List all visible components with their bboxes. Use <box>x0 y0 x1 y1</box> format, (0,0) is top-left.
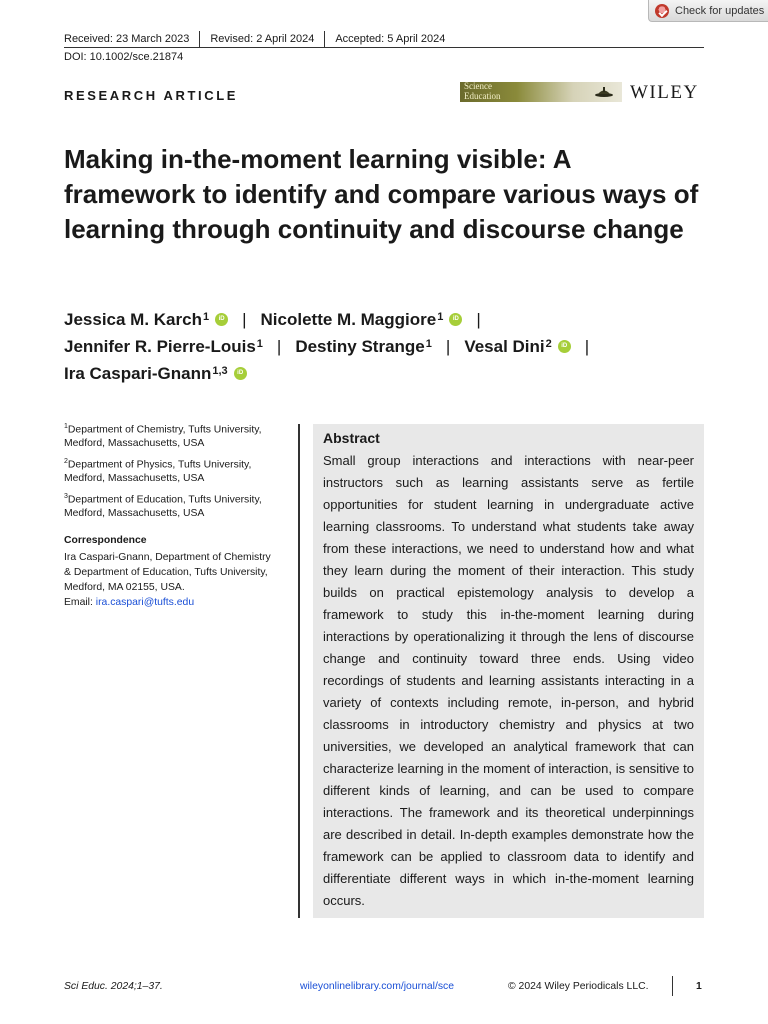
received-date: Received: 23 March 2023 <box>64 33 190 45</box>
author-name[interactable]: Jennifer R. Pierre-Louis <box>64 337 256 356</box>
author-name[interactable]: Destiny Strange <box>295 337 425 356</box>
author-name[interactable]: Jessica M. Karch <box>64 310 202 329</box>
journal-logo-line2: Education <box>464 90 501 101</box>
affiliation <box>64 420 294 451</box>
article-type: RESEARCH ARTICLE <box>64 88 239 103</box>
email-label: Email: <box>64 597 96 608</box>
publisher-logo: WILEY <box>630 82 699 103</box>
correspondence-line: Ira Caspari-Gnann, Department of Chemistry <box>64 552 271 563</box>
author-separator: | <box>476 310 481 329</box>
author-affiliation-sup: 1 <box>425 338 432 350</box>
orcid-icon[interactable]: iD <box>234 367 247 380</box>
affiliation-line: Department of Education, Tufts University, <box>67 494 262 506</box>
author-affiliation-sup: 1 <box>202 311 210 323</box>
author-affiliation-sup: 1 <box>256 338 263 350</box>
author-name[interactable]: Nicolette M. Maggiore <box>260 310 437 329</box>
affiliation <box>64 455 294 486</box>
journal-emblem-icon <box>594 86 614 97</box>
affiliation-sup: 2 <box>64 458 68 465</box>
footer-journal-link[interactable]: wileyonlinelibrary.com/journal/sce <box>300 981 454 992</box>
correspondence-line: & Department of Education, Tufts University, <box>64 567 268 578</box>
article-title: Making in-the-moment learning visible: A framework to identify and compare various ways of learning through continuity and discourse change <box>64 144 699 244</box>
accepted-date: Accepted: 5 April 2024 <box>335 33 446 45</box>
author-separator: | <box>276 337 282 356</box>
author-separator: | <box>242 310 247 329</box>
author-separator: | <box>584 337 590 356</box>
affiliation-sup: 1 <box>64 423 68 430</box>
author-name[interactable]: Ira Caspari-Gnann <box>64 364 212 383</box>
article-dates <box>64 31 445 47</box>
check-for-updates-button[interactable] <box>648 0 768 22</box>
author-affiliation-sup: 2 <box>545 338 552 350</box>
doi: DOI: 10.1002/sce.21874 <box>64 51 184 63</box>
author-affiliation-sup: 1 <box>437 311 444 323</box>
affiliation-line: Department of Physics, Tufts University, <box>67 459 252 471</box>
affiliation-line: Medford, Massachusetts, USA <box>64 438 205 450</box>
date-separator <box>199 31 200 47</box>
footer-copyright: © 2024 Wiley Periodicals LLC. <box>508 981 649 992</box>
email-link[interactable]: ira.caspari@tufts.edu <box>95 597 195 608</box>
author-separator: | <box>445 337 451 356</box>
affiliation-line: Medford, Massachusetts, USA <box>64 473 205 485</box>
footer-separator <box>672 976 673 996</box>
correspondence-body <box>64 550 296 610</box>
author-name[interactable]: Vesal Dini <box>464 337 545 356</box>
orcid-icon[interactable]: iD <box>558 340 571 353</box>
journal-logo <box>460 82 622 102</box>
abstract-text: Small group interactions and interactions with near-peer instructors such as learning assistants serve as fertile opportunities for student learning in undergraduate active learning classrooms. To understand what students take away from these interactions, we need to understand how and what they learn during the moment of their interaction. This study builds on practical epistemology analysis to develop a framework to study this in-the-moment learning during interactions by operationalizing it through the lens of discourse change and continuity toward three ends. Using video recordings of students and learning assistants interacting in a variety of contexts including remote, in-person, and hybrid classrooms in introductory chemistry and physics at two universities, we developed an analytical framework that can characterize learning in the moment of interaction, is sensitive to different kinds of learning, and can be used to compare interactions. The framework and its theoretical underpinnings are described in detail. In-depth examples demonstrate how the framework can be applied to classroom data to identify and differentiate different ways in which in-the-moment learning occurs. <box>323 453 694 908</box>
journal-logo-line1: Science <box>464 81 492 91</box>
orcid-icon[interactable]: iD <box>215 313 228 326</box>
header-rule <box>64 47 704 48</box>
affiliation-line: Department of Chemistry, Tufts University, <box>67 424 262 436</box>
page-number: 1 <box>696 981 702 992</box>
affiliation-sup: 3 <box>64 493 68 500</box>
abstract-box <box>313 424 704 918</box>
abstract-heading: Abstract <box>323 430 380 446</box>
orcid-icon[interactable]: iD <box>449 313 462 326</box>
affiliation <box>64 490 294 521</box>
affiliation-line: Medford, Massachusetts, USA <box>64 508 205 520</box>
check-badge-icon <box>655 4 669 18</box>
column-divider <box>298 424 300 918</box>
correspondence-heading: Correspondence <box>64 535 147 546</box>
author-affiliation-sup: 1,3 <box>212 365 228 377</box>
revised-date: Revised: 2 April 2024 <box>210 33 315 45</box>
correspondence-line: Medford, MA 02155, USA. <box>64 582 185 593</box>
footer-citation: Sci Educ. 2024;1–37. <box>64 981 163 992</box>
check-for-updates-label: Check for updates <box>675 4 765 17</box>
date-separator <box>324 31 325 47</box>
author-list <box>64 306 704 387</box>
